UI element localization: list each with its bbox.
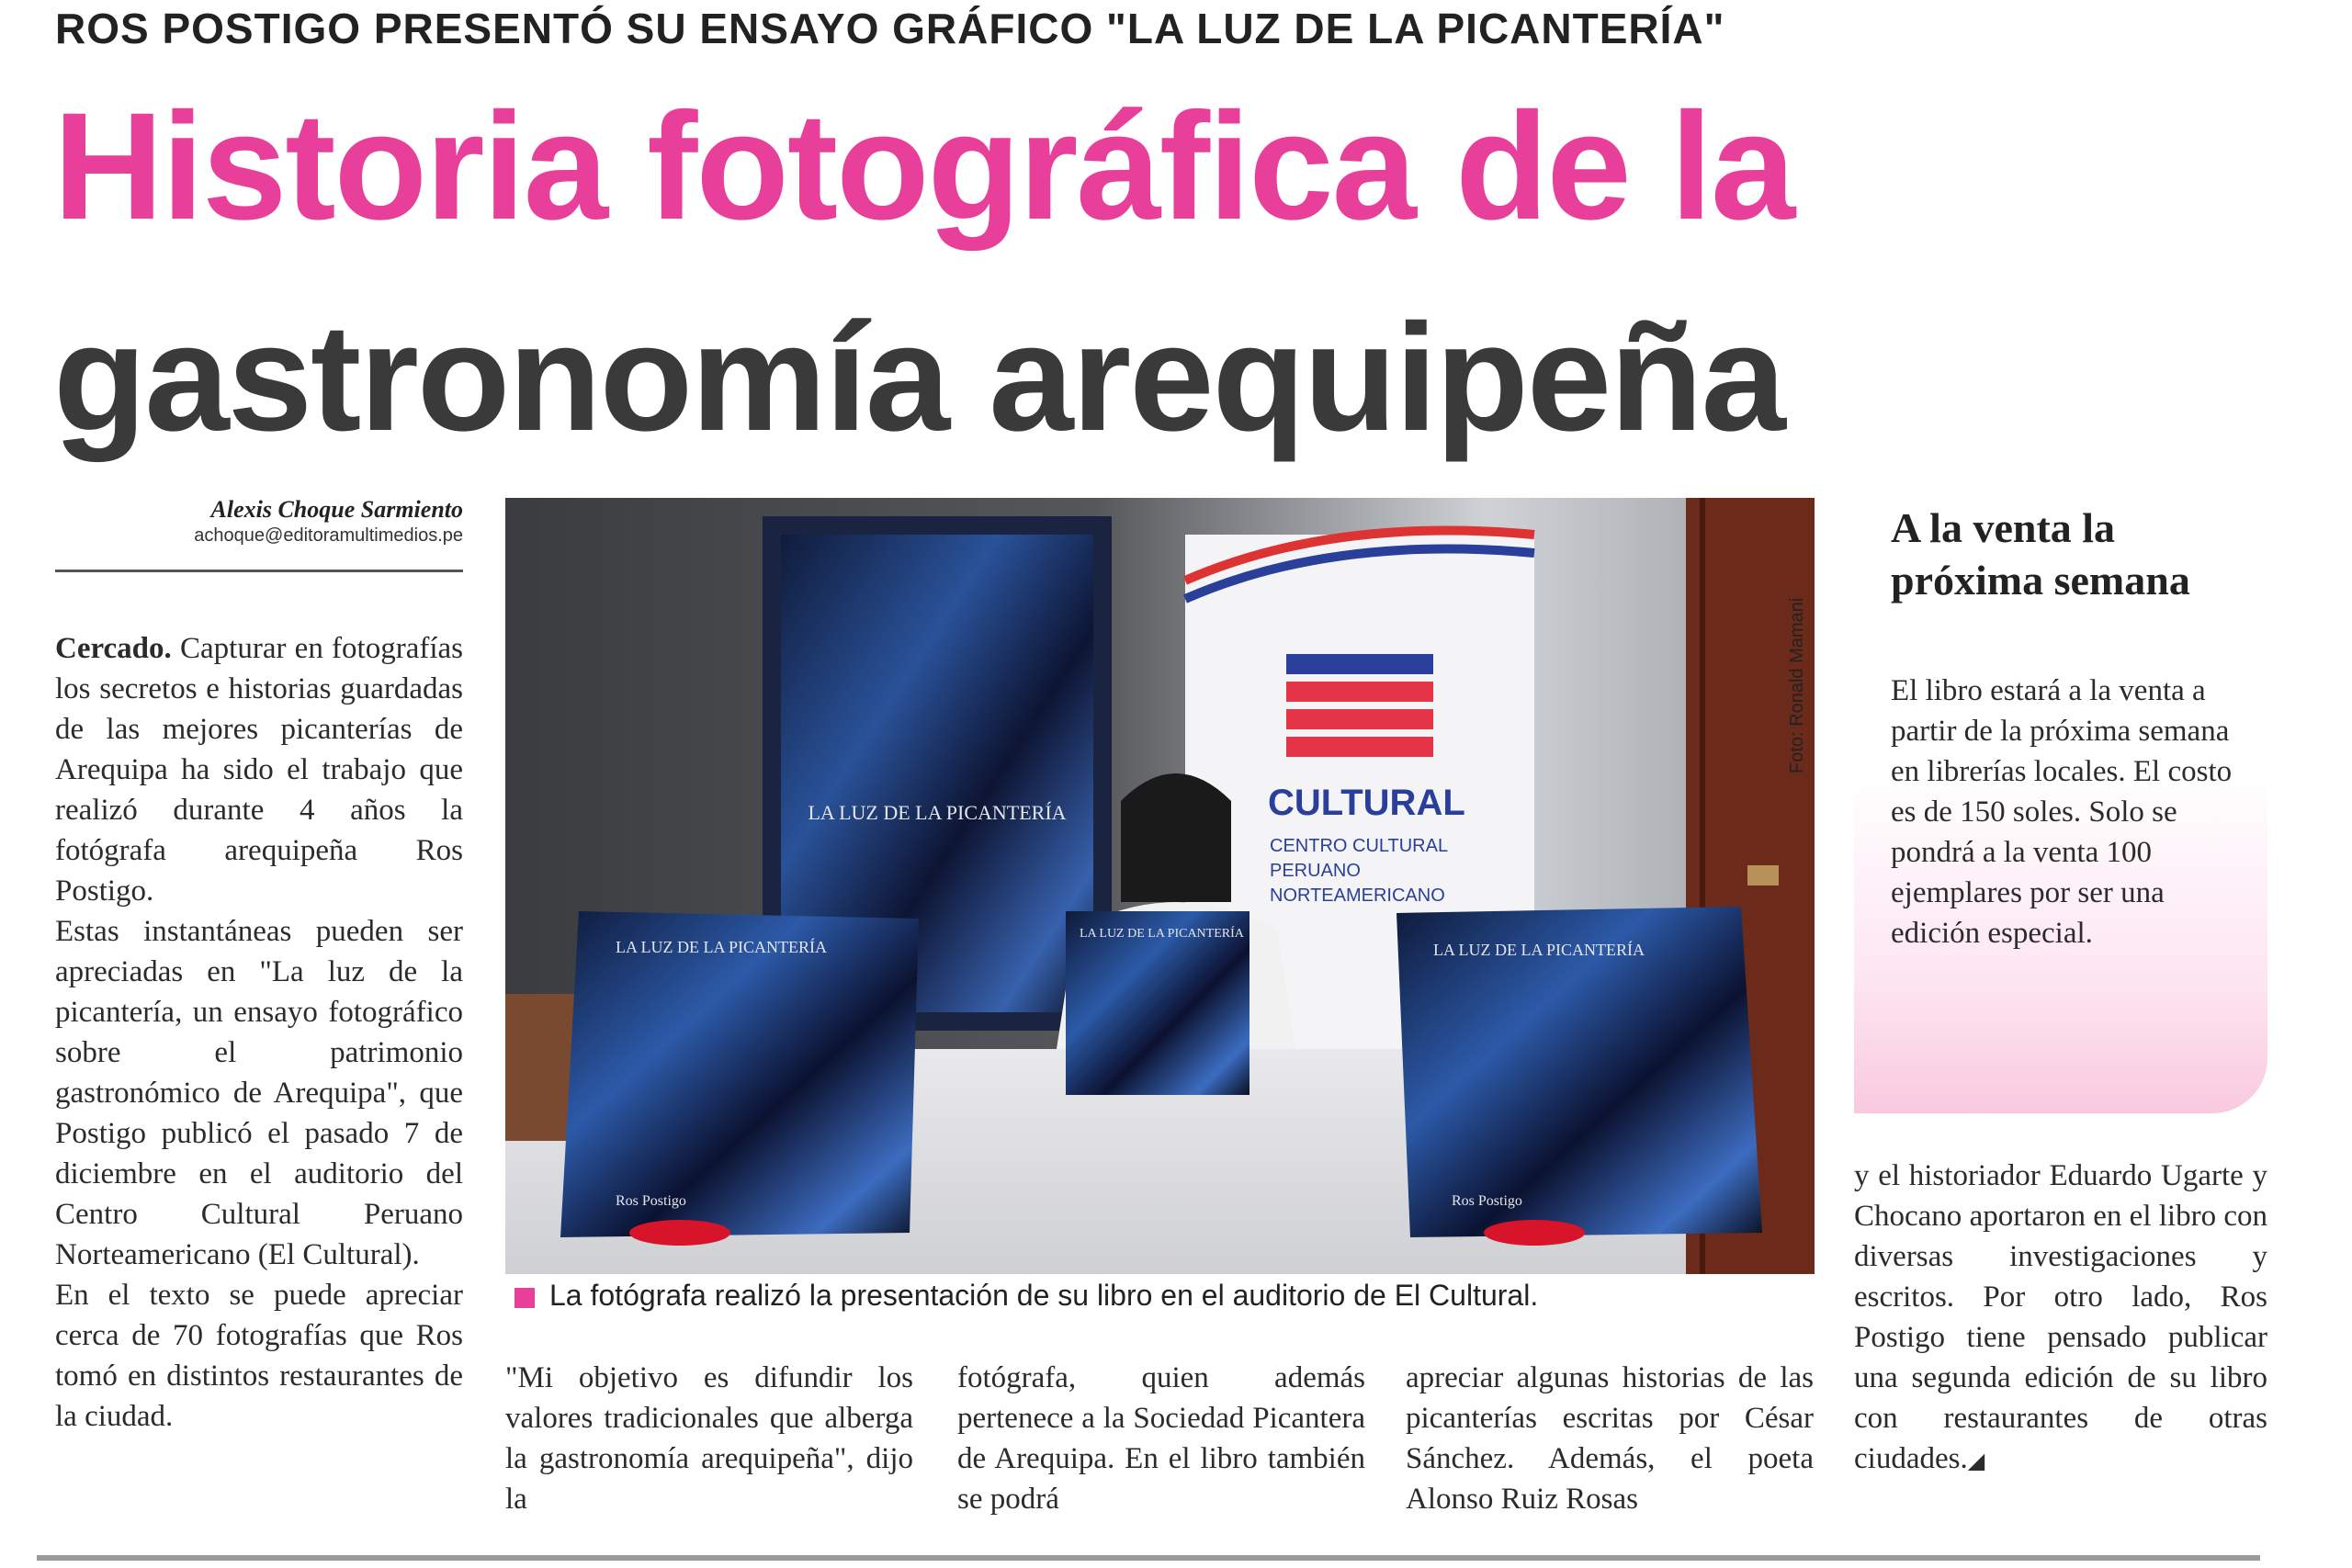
headline-line-2: gastronomía arequipeña xyxy=(53,293,1784,463)
dateline: Cercado. xyxy=(55,632,172,665)
banner-sub-3: NORTEAMERICANO xyxy=(1270,886,1445,906)
bottom-divider xyxy=(37,1555,2260,1561)
author-email[interactable]: achoque@editoramultimedios.pe xyxy=(194,525,463,546)
paragraph-2: Estas instantáneas pueden ser apreciadas en "La luz de la picantería, un ensayo fotográfico sobre el patrimonio gastronómico de Arequipa", que Postigo publicó el pasado 7 de diciembre en el auditorio del Centro Cultural Peruano Norteamericano (El Cultural). xyxy=(55,915,463,1271)
banner-brand: CULTURAL xyxy=(1268,783,1465,823)
book-left-author: Ros Postigo xyxy=(616,1193,686,1209)
article-column-4: apreciar algunas historias de las picanterías escritas por César Sánchez. Además, el poeta Alonso Ruiz Rosas xyxy=(1406,1361,1814,1516)
book-right-author: Ros Postigo xyxy=(1452,1193,1522,1209)
article-column-5: y el historiador Eduardo Ugarte y Chocano aportaron en el libro con diversas investigaciones y escritos. Por otro lado, Ros Postigo tiene pensado publicar una segunda edición de su libro con restaurantes de otras ciudades.◢ xyxy=(1854,1159,2267,1475)
banner-book-title: LA LUZ DE LA PICANTERÍA xyxy=(808,801,1067,824)
sidebar-title: A la venta la próxima semana xyxy=(1891,504,2190,604)
byline xyxy=(55,496,463,547)
photo-illustration xyxy=(505,498,1815,1274)
author-name: Alexis Choque Sarmiento xyxy=(210,496,463,523)
article-column-1 xyxy=(55,628,463,1437)
book-left-title: LA LUZ DE LA PICANTERÍA xyxy=(616,938,827,956)
photo-caption xyxy=(514,1279,1538,1313)
banner-sub-2: PERUANO xyxy=(1270,861,1361,881)
photo-credit: Foto: Ronald Mamani xyxy=(1787,597,1807,773)
headline-line-1: Historia fotográfica de la xyxy=(53,82,1794,252)
caption-text: La fotógrafa realizó la presentación de su libro en el auditorio de El Cultural. xyxy=(549,1279,1539,1312)
article-column-2: "Mi objetivo es difundir los valores tradicionales que alberga la gastronomía arequipeña", dijo la xyxy=(505,1361,913,1516)
sidebar-text: El libro estará a la venta a partir de la próxima semana en librerías locales. El costo es de 150 soles. Solo se pondrá a la venta 100 ejemplares por ser una edición especial. xyxy=(1891,674,2233,950)
byline-divider xyxy=(55,570,463,572)
book-center-title: LA LUZ DE LA PICANTERÍA xyxy=(1080,927,1244,941)
paragraph-1: Cercado. Capturar en fotografías los secretos e historias guardadas de las mejores picanterías de Arequipa ha sido el trabajo que realizó durante 4 años la fotógrafa arequipeña Ros Postigo. xyxy=(55,632,463,908)
paragraph-3: En el texto se puede apreciar cerca de 70 fotografías que Ros tomó en distintos restaurantes de la ciudad. xyxy=(55,1279,463,1433)
banner-sub-1: CENTRO CULTURAL xyxy=(1270,836,1449,856)
book-right-title: LA LUZ DE LA PICANTERÍA xyxy=(1433,941,1645,959)
end-mark-icon: ◢ xyxy=(1967,1450,1985,1473)
article-photo xyxy=(505,498,1815,1274)
article-column-3: fotógrafa, quien además pertenece a la Sociedad Picantera de Arequipa. En el libro también se podrá xyxy=(957,1361,1365,1516)
caption-marker-icon xyxy=(514,1288,535,1308)
kicker: ROS POSTIGO PRESENTÓ SU ENSAYO GRÁFICO "LA LUZ DE LA PICANTERÍA" xyxy=(55,5,1725,52)
